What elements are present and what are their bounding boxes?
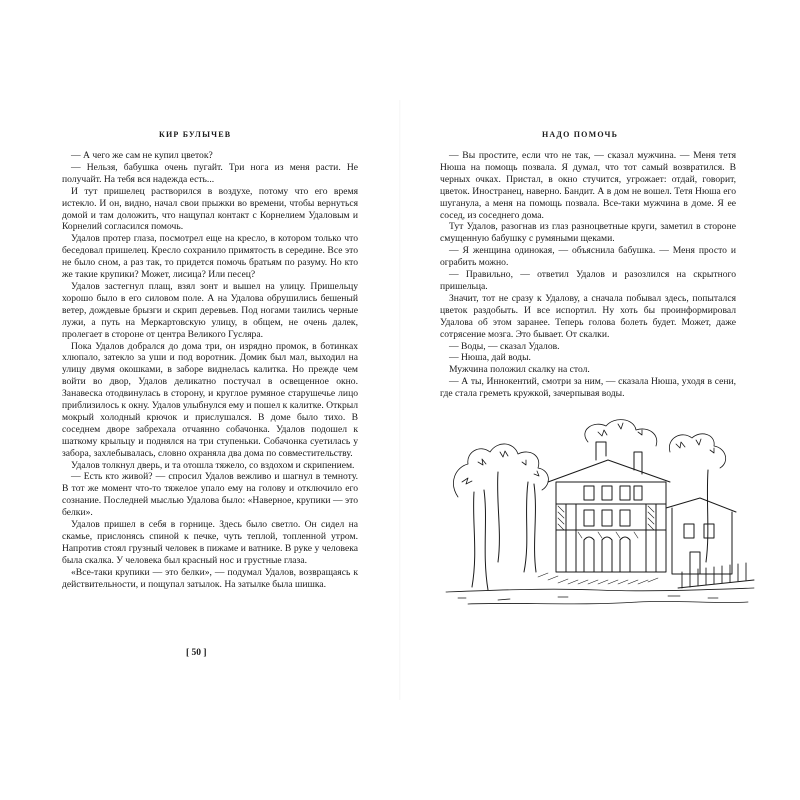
- tree-foliage: [453, 420, 725, 497]
- side-wing: [666, 498, 736, 574]
- paragraph: «Все-таки крупики — это белки», — подумал Удалов, возвращаясь к действительности, и пощупал затылок. На затылке была шишка.: [62, 566, 358, 590]
- running-head-title: НАДО ПОМОЧЬ: [542, 130, 619, 139]
- paragraph: Тут Удалов, разогнав из глаз разноцветные круги, заметил в стороне смущенную бабушку с румяными щеками.: [440, 221, 736, 245]
- paragraph: — Я женщина одинокая, — объяснила бабушка. — Меня просто и ограбить можно.: [440, 245, 736, 269]
- right-page: [400, 0, 800, 800]
- paragraph: — Правильно, — ответил Удалов и разозлился на скрытного пришельца.: [440, 269, 736, 292]
- paragraph: Удалов протер глаза, посмотрел еще на кресло, в котором только что беседовал пришелец. Кресло сохранило примятость в середине. Все это не было сном, а раз так, то придется помочь братьям по разуму. Но кто же такие крупики? Может, лисица? Или песец?: [62, 233, 358, 281]
- paragraph: — Вы простите, если что не так, — сказал мужчина. — Меня тетя Нюша на помощь позвала. Я думал, что тот самый возвратился. В черных очках. Пристал, в окно стучится, угрожает: отдай, говорит, цветок. Иностранец, наверно. Бандит. А в дом не вошел. Тетя Нюша его шуганула, а меня на помощь позвала. Все-таки мужчина в доме. Я ее сосед, из соседнего дома.: [440, 150, 736, 221]
- paragraph: Значит, тот не сразу к Удалову, а сначала побывал здесь, попытался цветок раздобыть. И все испортил. Ну хоть бы проинформировал Удалова об этом заранее. Теперь голова болеть будет. Может, даже сотрясение мозга. Это бывает. От скалки.: [440, 292, 736, 340]
- paragraph: Пока Удалов добрался до дома три, он изрядно промок, в ботинках хлюпало, затекло за уши и под воротник. Домик был мал, выходил на улицу двумя окошками, в заборе виднелась калитка. Но прежде чем войти во двор, Удалов деликатно постучал в освещенное окно. Занавеска отодвинулась в сторону, и круглое румяное старушечье лицо приблизилось к окну. Удалов улыбнулся ему и пошел к калитке. Открыл мокрый холодный крючок и прислушался. В доме было тихо. В соседнем дворе забрехала отчаянно собачонка. Удалов подошел к шаткому крыльцу и поднялся на три ступеньки. Собачонка суетилась у забора, захлебывалась, словно охраняла два дома по совместительству.: [62, 340, 358, 459]
- paragraph: — Нюша, дай воды.: [449, 352, 531, 364]
- page-number: [ 50 ]: [186, 648, 207, 658]
- main-house: [548, 442, 670, 572]
- paragraph: — А чего же сам не купил цветок?: [71, 150, 213, 161]
- paragraph: — А ты, Иннокентий, смотри за ним, — сказала Нюша, уходя в сени, где стала греметь кружкой, зачерпывая воды.: [440, 376, 736, 400]
- paragraph: — Есть кто живой? — спросил Удалов вежливо и шагнул в темноту. В тот же момент что-то тяжелое упало ему на голову и отключило его сознание. Последней мыслью Удалова было: «Наверное, крупики — это белки».: [62, 471, 358, 519]
- running-head-author: КИР БУЛЫЧЕВ: [159, 130, 232, 139]
- left-text-block: [62, 150, 358, 591]
- paragraph: Удалов толкнул дверь, и та отошла тяжело, со вздохом и скрипением.: [71, 459, 355, 471]
- house-sketch-illustration: [438, 412, 760, 627]
- paragraph: И тут пришелец растворился в воздухе, потому что его время истекло. И он, видно, начал свои прыжки во времени, чтобы вернуться домой и там доложить, что нащупал контакт с Корнелием Удаловым и Корнелий согласился помочь.: [62, 185, 358, 233]
- paragraph: — Нельзя, бабушка очень пугайт. Три нога из меня расти. Не получайт. На тебя вся надежда есть...: [62, 161, 358, 185]
- paragraph: Мужчина положил скалку на стол.: [449, 364, 590, 376]
- paragraph: Удалов застегнул плащ, взял зонт и вышел на улицу. Пришельцу хорошо было в его силовом поле. А на Удалова обрушились бешеный ветер, дождевые брызги и скрип деревьев. Под ногами таились черные лужи, а путь на Меркартовскую улицу, в общем, не очень далек, пролегает в стороне от центра Великого Гусляра.: [62, 280, 358, 340]
- fence: [678, 563, 754, 588]
- paragraph: Удалов пришел в себя в горнице. Здесь было светло. Он сидел на скамье, прислонясь спиной к печке, чуть теплой, топленной утром. Напротив стоял грузный человек в пижаме и ватнике. В руке у человека была скалка. У человека был красный нос и грустные глаза.: [62, 519, 358, 566]
- paragraph: — Воды, — сказал Удалов.: [449, 340, 560, 352]
- ground: [446, 588, 754, 604]
- right-text-block: [440, 150, 736, 400]
